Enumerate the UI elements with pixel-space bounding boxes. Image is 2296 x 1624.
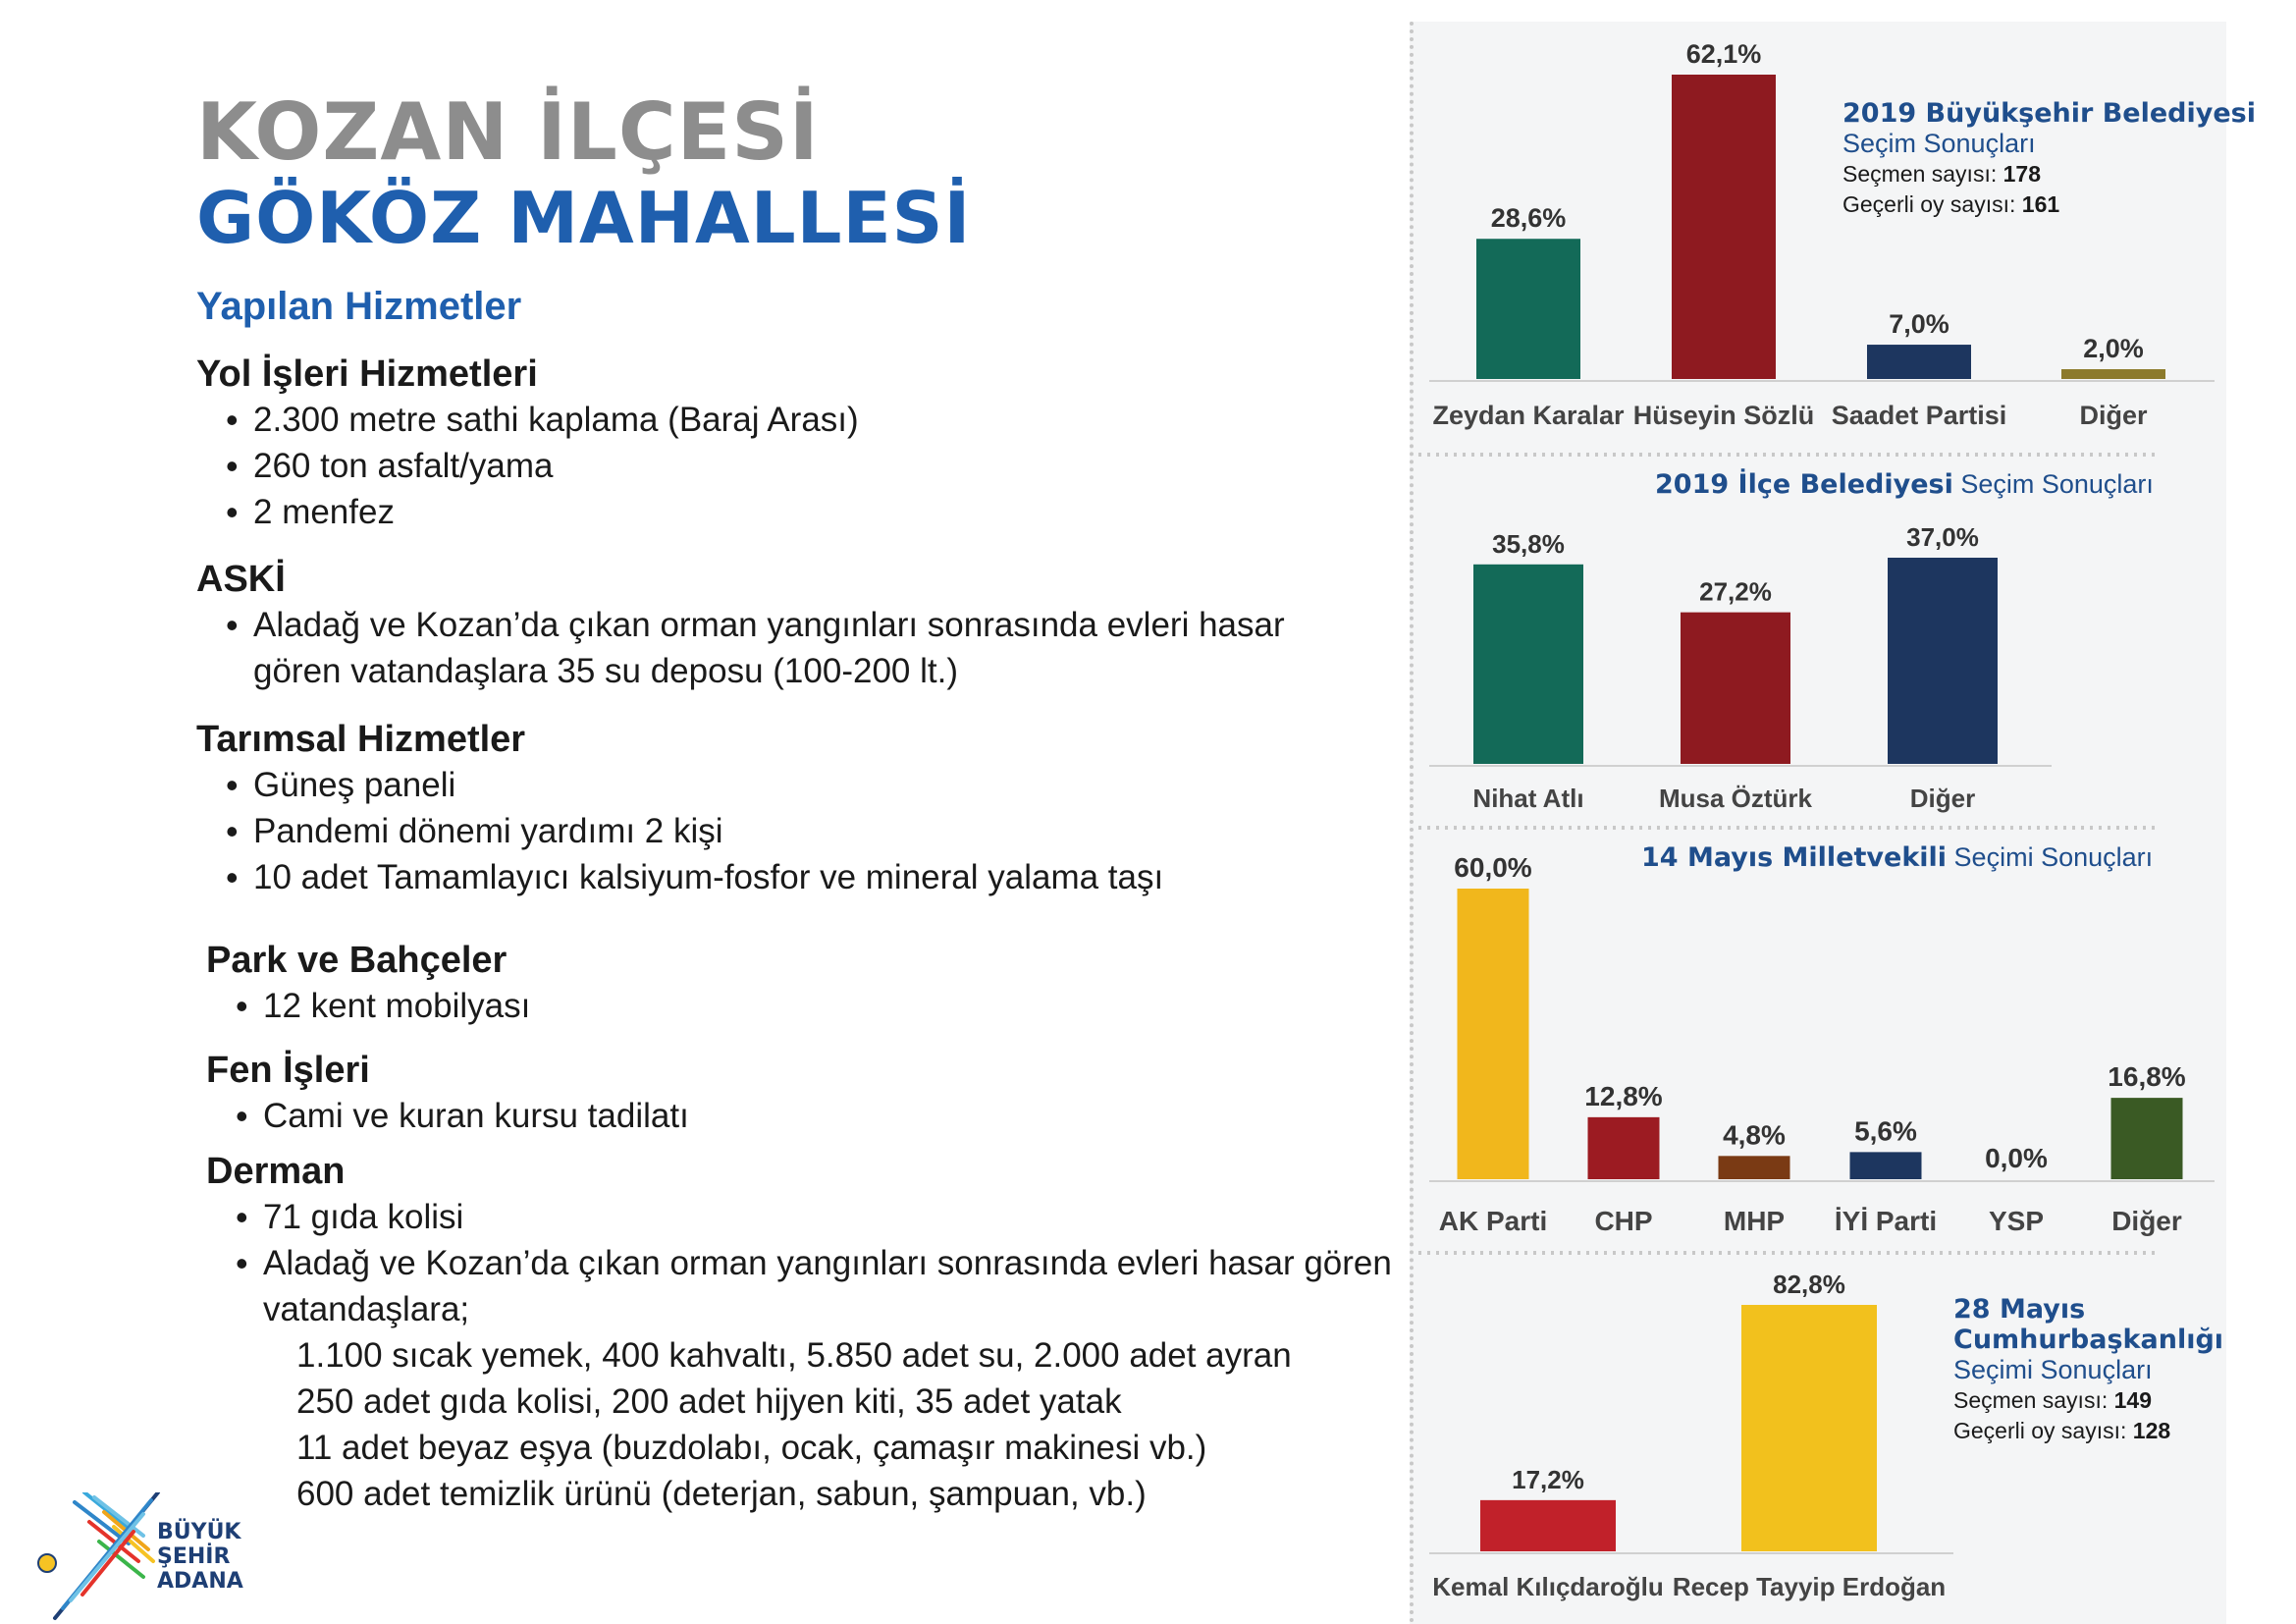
chart1-category-label: Zeydan Karalar	[1432, 401, 1625, 430]
neighborhood-title: GÖKÖZ MAHALLESİ	[196, 177, 972, 259]
chart4-category-label: Recep Tayyip Erdoğan	[1672, 1572, 1947, 1601]
parks-title: Park ve Bahçeler	[206, 940, 507, 981]
chart2-value-label: 35,8%	[1492, 528, 1565, 559]
chart2-bar	[1888, 558, 1998, 764]
chart3-category-label: Diğer	[2111, 1206, 2182, 1236]
list-item: • Aladağ ve Kozan’da çıkan orman yangınları sonrasında evleri hasar gören	[206, 1240, 1392, 1286]
chart3-category-label: CHP	[1594, 1206, 1653, 1236]
chart1-value-label: 62,1%	[1685, 39, 1762, 69]
aski-title: ASKİ	[196, 559, 286, 600]
chart1-bar	[1476, 239, 1580, 379]
list-item-continued: gören vatandaşlara 35 su deposu (100-200 lt.)	[253, 652, 958, 690]
chart1-category-label: Diğer	[2079, 401, 2148, 430]
chart1-value-label: 2,0%	[2083, 334, 2144, 364]
chart2-title: 2019 İlçe Belediyesi Seçim Sonuçları	[1655, 469, 2154, 500]
public-works-title: Fen İşleri	[206, 1050, 370, 1091]
list-item: • 2 menfez	[196, 489, 859, 535]
chart2-category-label: Nihat Atlı	[1472, 784, 1584, 813]
chart4-title-line2: Cumhurbaşkanlığı	[1953, 1325, 2224, 1355]
list-item: • 2.300 metre sathi kaplama (Baraj Arası)	[196, 397, 859, 443]
chart1-info	[1842, 98, 2256, 220]
chart3-value-label: 60,0%	[1454, 852, 1532, 883]
road-works-title: Yol İşleri Hizmetleri	[196, 353, 538, 395]
chart4-info	[1953, 1294, 2223, 1446]
chart3-category-label: AK Parti	[1438, 1206, 1548, 1236]
chart4-bar	[1480, 1500, 1616, 1551]
chart4-value-label: 82,8%	[1773, 1270, 1845, 1299]
services-heading: Yapılan Hizmetler	[196, 285, 522, 328]
chart3-category-label: MHP	[1723, 1206, 1786, 1236]
sub-item: 250 adet gıda kolisi, 200 adet hijyen kiti, 35 adet yatak	[296, 1382, 1122, 1421]
chart4-value-label: 17,2%	[1512, 1464, 1584, 1494]
chart4-bar	[1741, 1305, 1877, 1551]
chart2-bar	[1681, 613, 1790, 764]
chart1-title: 2019 Büyükşehir Belediyesi	[1842, 98, 2256, 129]
chart3-value-label: 0,0%	[1985, 1143, 2048, 1173]
sub-item: 600 adet temizlik ürünü (deterjan, sabun, şampuan, vb.)	[296, 1475, 1147, 1513]
chart3-bar	[1588, 1117, 1660, 1179]
chart1-valid-votes: Geçerli oy sayısı: 161	[1842, 191, 2060, 217]
chart1-subtitle: Seçim Sonuçları	[1842, 129, 2036, 158]
chart3-value-label: 5,6%	[1854, 1115, 1917, 1147]
chart1-bar	[1867, 345, 1971, 379]
chart4-voters: Seçmen sayısı: 149	[1953, 1387, 2152, 1413]
chart3-value-label: 16,8%	[2108, 1061, 2186, 1093]
agriculture-title: Tarımsal Hizmetler	[196, 719, 526, 760]
chart1-value-label: 28,6%	[1490, 203, 1567, 234]
chart3-bar	[1719, 1156, 1790, 1179]
list-item: • 71 gıda kolisi	[206, 1194, 1392, 1240]
chart3-category-label: YSP	[1988, 1206, 2045, 1236]
chart4-valid-votes: Geçerli oy sayısı: 128	[1953, 1418, 2171, 1443]
chart4-title: 28 Mayıs	[1953, 1294, 2086, 1325]
list-item: • 260 ton asfalt/yama	[196, 443, 859, 489]
chart3-bar	[1458, 889, 1529, 1179]
list-item: • Güneş paneli	[196, 762, 1163, 808]
logo-text: BÜYÜK ŞEHİR ADANA	[157, 1520, 243, 1594]
chart1-voters: Seçmen sayısı: 178	[1842, 161, 2041, 187]
chart3-title: 14 Mayıs Milletvekili Seçimi Sonuçları	[1641, 842, 2154, 873]
sub-item: 11 adet beyaz eşya (buzdolabı, ocak, çamaşır makinesi vb.)	[296, 1429, 1207, 1467]
sub-item: 1.100 sıcak yemek, 400 kahvaltı, 5.850 adet su, 2.000 adet ayran	[296, 1336, 1292, 1375]
list-item: • Aladağ ve Kozan’da çıkan orman yangınları sonrasında evleri hasar	[196, 602, 1285, 648]
chart2-value-label: 27,2%	[1699, 576, 1772, 607]
chart2-bar	[1473, 565, 1583, 764]
chart1-category-label: Saadet Partisi	[1831, 401, 2007, 430]
list-item-continued: vatandaşlara;	[263, 1290, 470, 1328]
chart1-category-label: Hüseyin Sözlü	[1632, 401, 1815, 430]
chart4-subtitle: Seçimi Sonuçları	[1953, 1355, 2153, 1384]
chart2-category-label: Musa Öztürk	[1658, 784, 1813, 813]
chart3-value-label: 4,8%	[1723, 1119, 1786, 1151]
derman-title: Derman	[206, 1151, 346, 1192]
district-title: KOZAN İLÇESİ	[196, 86, 820, 178]
chart1-value-label: 7,0%	[1889, 309, 1949, 340]
list-item: • 12 kent mobilyası	[206, 983, 530, 1029]
list-item: • Pandemi dönemi yardımı 2 kişi	[196, 808, 1163, 854]
chart3-bar	[2111, 1098, 2183, 1179]
chart4-category-label: Kemal Kılıçdaroğlu	[1432, 1572, 1664, 1601]
chart2-value-label: 37,0%	[1906, 522, 1979, 552]
chart3-category-label: İYİ Parti	[1834, 1206, 1938, 1236]
chart1-bar	[2061, 369, 2165, 379]
chart2-category-label: Diğer	[1909, 784, 1976, 813]
chart1-bar	[1672, 75, 1776, 379]
chart3-value-label: 12,8%	[1584, 1080, 1663, 1111]
list-item: • Cami ve kuran kursu tadilatı	[206, 1093, 689, 1139]
chart3-bar	[1850, 1152, 1922, 1179]
list-item: • 10 adet Tamamlayıcı kalsiyum-fosfor ve mineral yalama taşı	[196, 854, 1163, 900]
